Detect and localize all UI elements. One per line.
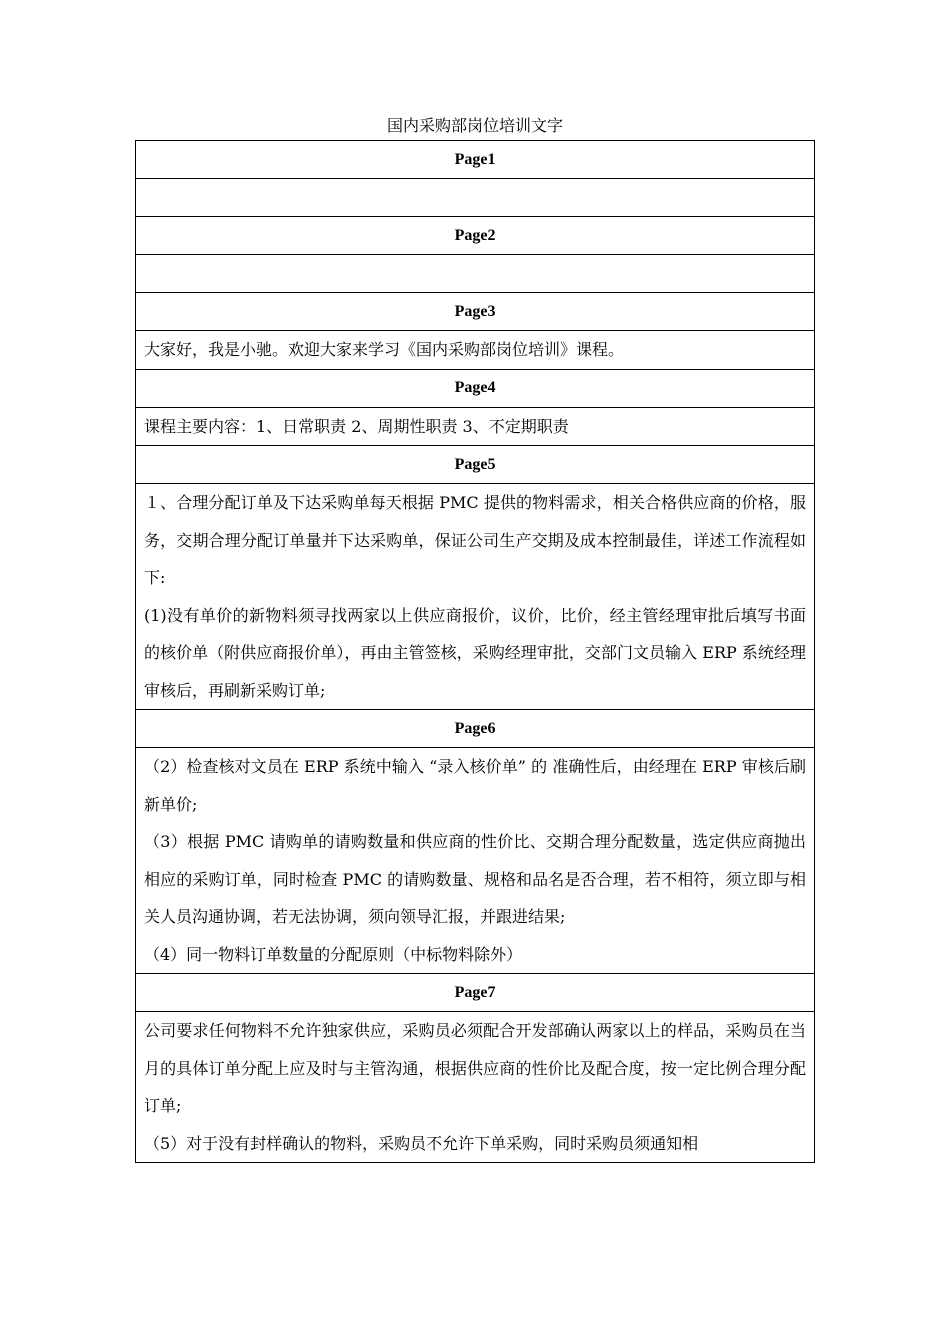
page-header-row (136, 293, 815, 331)
paragraph: 公司要求任何物料不允许独家供应，采购员必须配合开发部确认两家以上的样品，采购员在当月的具体订单分配上应及时与主管沟通，根据供应商的性价比及配合度，按一定比例合理分配订单; (144, 1021, 806, 1115)
page-header-row (136, 141, 815, 179)
page-content-row (136, 484, 815, 710)
page-content (136, 179, 815, 217)
page-content (136, 331, 815, 370)
page-content (136, 255, 815, 293)
page-label: Page5 (136, 446, 815, 484)
page-content (136, 1012, 815, 1163)
page-label: Page7 (136, 974, 815, 1012)
page-label: Page1 (136, 141, 815, 179)
page-header-row (136, 446, 815, 484)
training-script-table (135, 140, 815, 1163)
paragraph: （3）根据 PMC 请购单的请购数量和供应商的性价比、交期合理分配数量，选定供应商抛出相应的采购订单，同时检查 PMC 的请购数量、规格和品名是否合理，若不相符，须立即与相关人员沟通协调，若无法协调，须向领导汇报，并跟进结果; (144, 832, 806, 926)
page-content-row (136, 331, 815, 370)
page-header-row (136, 710, 815, 748)
page-content-row (136, 407, 815, 446)
page-header-row (136, 369, 815, 407)
page-content-row (136, 748, 815, 974)
paragraph: （2）检查核对文员在 ERP 系统中输入 “录入核价单” 的 准确性后，由经理在 ERP 审核后刷新单价; (144, 757, 806, 814)
page-header-row (136, 974, 815, 1012)
page-content-row (136, 1012, 815, 1163)
page-content (136, 407, 815, 446)
page-content (136, 748, 815, 974)
page-header-row (136, 217, 815, 255)
paragraph: （5）对于没有封样确认的物料，采购员不允许下单采购，同时采购员须通知相 (144, 1133, 699, 1153)
page-content (136, 484, 815, 710)
page-content-row (136, 255, 815, 293)
paragraph: １、合理分配订单及下达采购单每天根据 PMC 提供的物料需求，相关合格供应商的价格，服务，交期合理分配订单量并下达采购单，保证公司生产交期及成本控制最佳，详述工作流程如下: (144, 493, 806, 587)
page-label: Page6 (136, 710, 815, 748)
paragraph: （4）同一物料订单数量的分配原则（中标物料除外） (144, 944, 523, 964)
paragraph: 课程主要内容：1、日常职责 2、周期性职责 3、不定期职责 (144, 416, 569, 436)
page-content-row (136, 179, 815, 217)
page-label: Page2 (136, 217, 815, 255)
document-title: 国内采购部岗位培训文字 (386, 116, 563, 135)
page-label: Page3 (136, 293, 815, 331)
paragraph: 大家好，我是小驰。欢迎大家来学习《国内采购部岗位培训》课程。 (144, 340, 625, 359)
page-label: Page4 (136, 369, 815, 407)
paragraph: (1)没有单价的新物料须寻找两家以上供应商报价，议价，比价，经主管经理审批后填写书面的核价单（附供应商报价单），再由主管签核，采购经理审批，交部门文员输入 ERP 系统经理审核后，再刷新采购订单; (144, 605, 806, 700)
